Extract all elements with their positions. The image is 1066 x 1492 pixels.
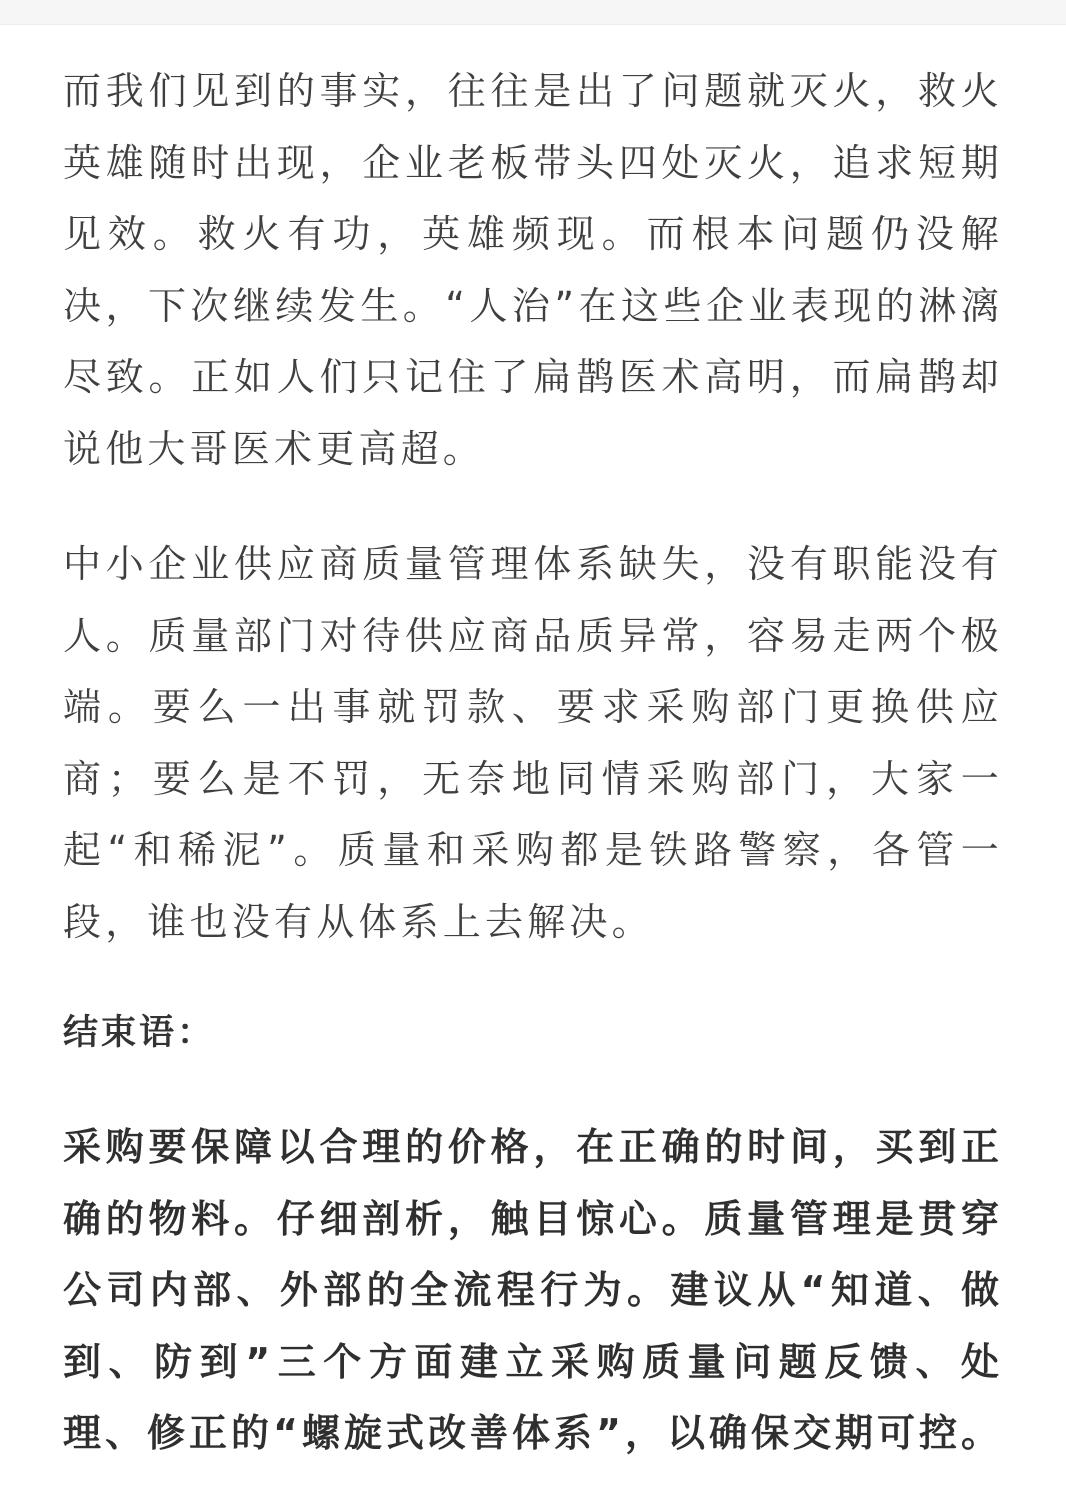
top-divider bbox=[0, 0, 1066, 25]
conclusion-heading: 结束语： bbox=[63, 1013, 216, 1053]
paragraph-conclusion: 采购要保障以合理的价格，在正确的时间，买到正确的物料。仔细剖析，触目惊心。质量管理是贯穿公司内部、外部的全流程行为。建议从“知道、做到、防到”三个方面建立采购质量问题反馈、处理、修正的“螺旋式改善体系”，以确保交期可控。 bbox=[63, 1125, 1003, 1455]
paragraph-supplier-quality: 中小企业供应商质量管理体系缺失，没有职能没有人。质量部门对待供应商品质异常，容易走两个极端。要么一出事就罚款、要求采购部门更换供应商；要么是不罚，无奈地同情采购部门，大家一起“和稀泥”。质量和采购都是铁路警察，各管一段，谁也没有从体系上去解决。 bbox=[63, 542, 1003, 944]
paragraph-firefighting: 而我们见到的事实，往往是出了问题就灭火，救火英雄随时出现，企业老板带头四处灭火，追求短期见效。救火有功，英雄频现。而根本问题仍没解决，下次继续发生。“人治”在这些企业表现的淋漓尽致。正如人们只记住了扁鹊医术高明，而扁鹊却说他大哥医术更高超。 bbox=[63, 69, 1003, 471]
article-body bbox=[63, 56, 1003, 1470]
